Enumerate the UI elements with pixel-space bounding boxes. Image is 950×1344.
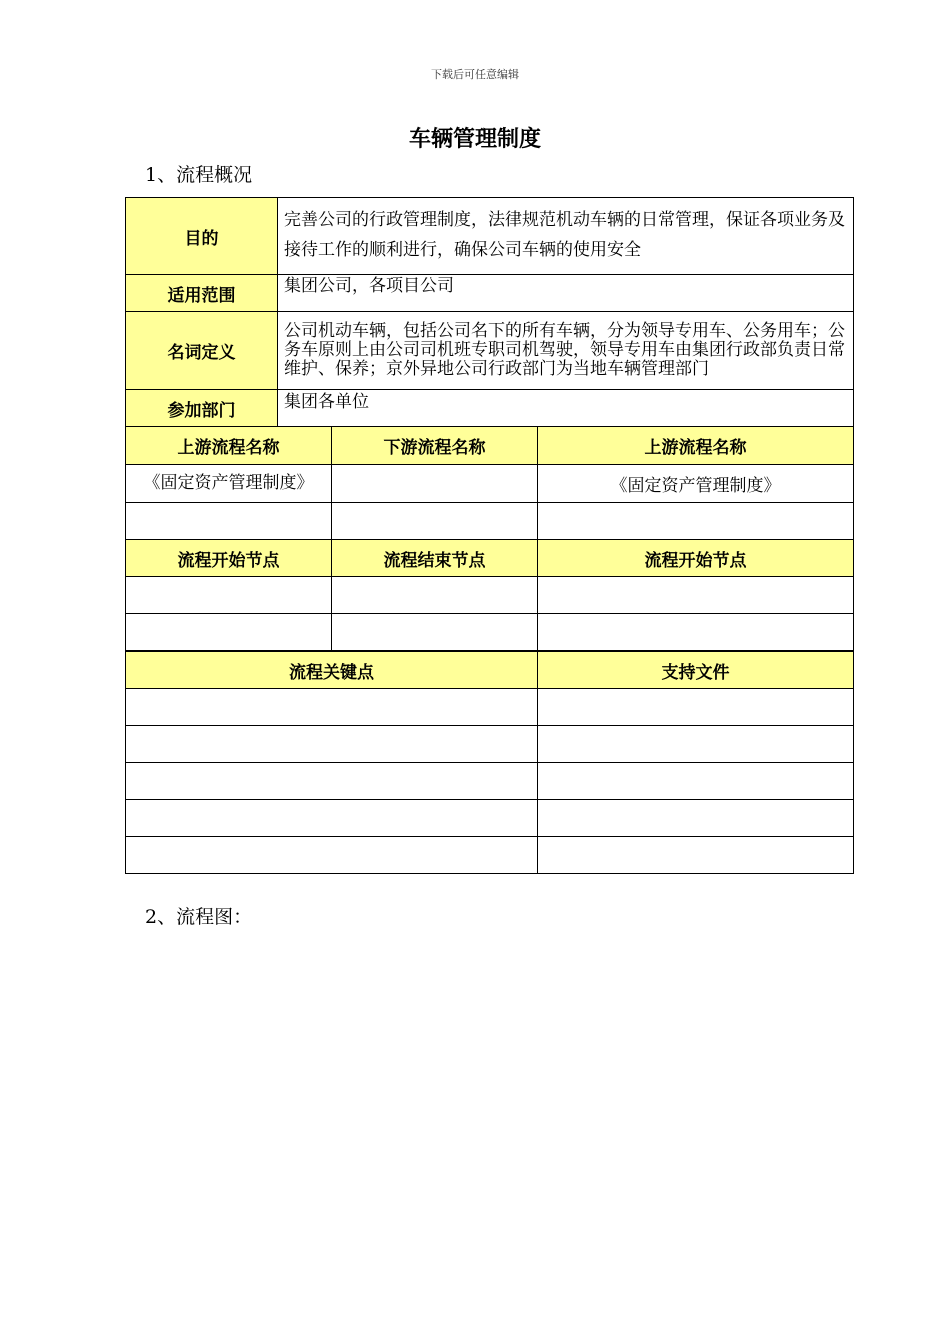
downstream-flow-cell [332, 465, 538, 503]
purpose-row [126, 198, 854, 275]
scope-label: 适用范围 [126, 275, 278, 312]
purpose-label: 目的 [126, 198, 278, 275]
purpose-value: 完善公司的行政管理制度，法律规范机动车辆的日常管理，保证各项业务及接待工作的顺利进行，确保公司车辆的使用安全 [278, 198, 854, 275]
upstream-flow-cell [126, 503, 332, 540]
support-file-cell [538, 689, 854, 726]
keypoints-table [125, 651, 854, 874]
table-row [126, 503, 854, 540]
dept-label: 参加部门 [126, 390, 278, 427]
end-node-header: 流程结束节点 [332, 540, 538, 577]
upstream-flow-header: 上游流程名称 [126, 427, 332, 465]
keypoint-header: 流程关键点 [126, 652, 538, 689]
dept-row [126, 390, 854, 427]
definition-label: 名词定义 [126, 312, 278, 390]
support-file-header: 支持文件 [538, 652, 854, 689]
keypoint-cell [126, 837, 538, 874]
keypoint-cell [126, 726, 538, 763]
end-node-cell [332, 577, 538, 614]
end-node-cell [332, 614, 538, 651]
start-node-header: 流程开始节点 [126, 540, 332, 577]
table-row [126, 837, 854, 874]
table-row [126, 614, 854, 651]
keypoints-header-row [126, 652, 854, 689]
upstream-flow-cell-2 [538, 503, 854, 540]
table-row [126, 577, 854, 614]
start-node-cell [126, 614, 332, 651]
section-heading-overview: 1、流程概况 [145, 164, 253, 186]
start-node-header-2: 流程开始节点 [538, 540, 854, 577]
support-file-cell [538, 800, 854, 837]
table-row [126, 689, 854, 726]
downstream-flow-cell [332, 503, 538, 540]
nodes-header-row [126, 540, 854, 577]
downstream-flow-header: 下游流程名称 [332, 427, 538, 465]
header-note: 下载后可任意编辑 [431, 68, 519, 81]
support-file-cell [538, 837, 854, 874]
start-node-cell [126, 577, 332, 614]
upstream-flow-header-2: 上游流程名称 [538, 427, 854, 465]
section-heading-flowchart: 2、流程图： [145, 906, 253, 928]
start-node-cell-2 [538, 577, 854, 614]
table-row [126, 726, 854, 763]
upstream-flow-cell: 《固定资产管理制度》 [126, 465, 332, 503]
support-file-cell [538, 726, 854, 763]
table-row [126, 465, 854, 503]
keypoint-cell [126, 800, 538, 837]
dept-value: 集团各单位 [278, 390, 854, 427]
start-node-cell-2 [538, 614, 854, 651]
document-title: 车辆管理制度 [408, 127, 541, 152]
scope-value: 集团公司，各项目公司 [278, 275, 854, 312]
table-row [126, 800, 854, 837]
flows-table [125, 426, 854, 651]
overview-table [125, 197, 854, 427]
keypoint-cell [126, 689, 538, 726]
definition-row [126, 312, 854, 390]
upstream-flow-cell-2: 《固定资产管理制度》 [538, 465, 854, 503]
keypoint-cell [126, 763, 538, 800]
flows-header-row [126, 427, 854, 465]
definition-value: 公司机动车辆，包括公司名下的所有车辆，分为领导专用车、公务用车；公务车原则上由公司司机班专职司机驾驶，领导专用车由集团行政部负责日常维护、保养；京外异地公司行政部门为当地车辆管理部门 [278, 312, 854, 390]
scope-row [126, 275, 854, 312]
support-file-cell [538, 763, 854, 800]
table-row [126, 763, 854, 800]
